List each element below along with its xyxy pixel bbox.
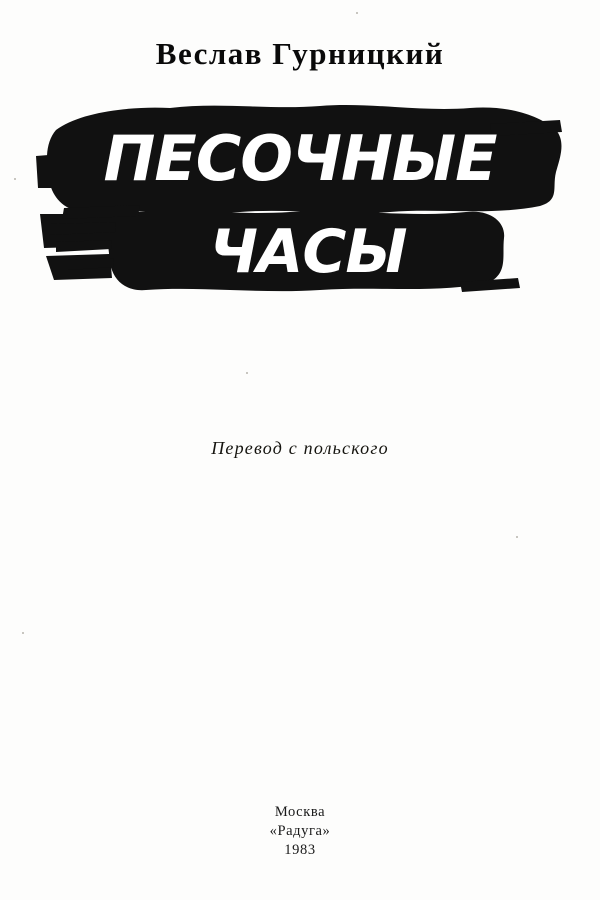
- title-line-1: ПЕСОЧНЫЕ: [103, 122, 497, 195]
- imprint-year: 1983: [284, 842, 316, 858]
- title-line-2: ЧАСЫ: [209, 217, 407, 287]
- scan-speck: [516, 536, 518, 538]
- scan-speck: [22, 632, 24, 634]
- title-artwork: [0, 96, 600, 311]
- imprint-city: Москва: [274, 804, 326, 820]
- translation-note: Перевод с польского: [211, 438, 389, 458]
- scan-speck: [246, 372, 248, 374]
- imprint: [0, 803, 600, 860]
- scan-speck: [356, 12, 358, 14]
- title-brushstroke-svg: [20, 96, 580, 311]
- author-name: Веслав Гурницкий: [155, 36, 445, 71]
- imprint-publisher: «Радуга»: [269, 823, 331, 839]
- scan-speck: [14, 178, 16, 180]
